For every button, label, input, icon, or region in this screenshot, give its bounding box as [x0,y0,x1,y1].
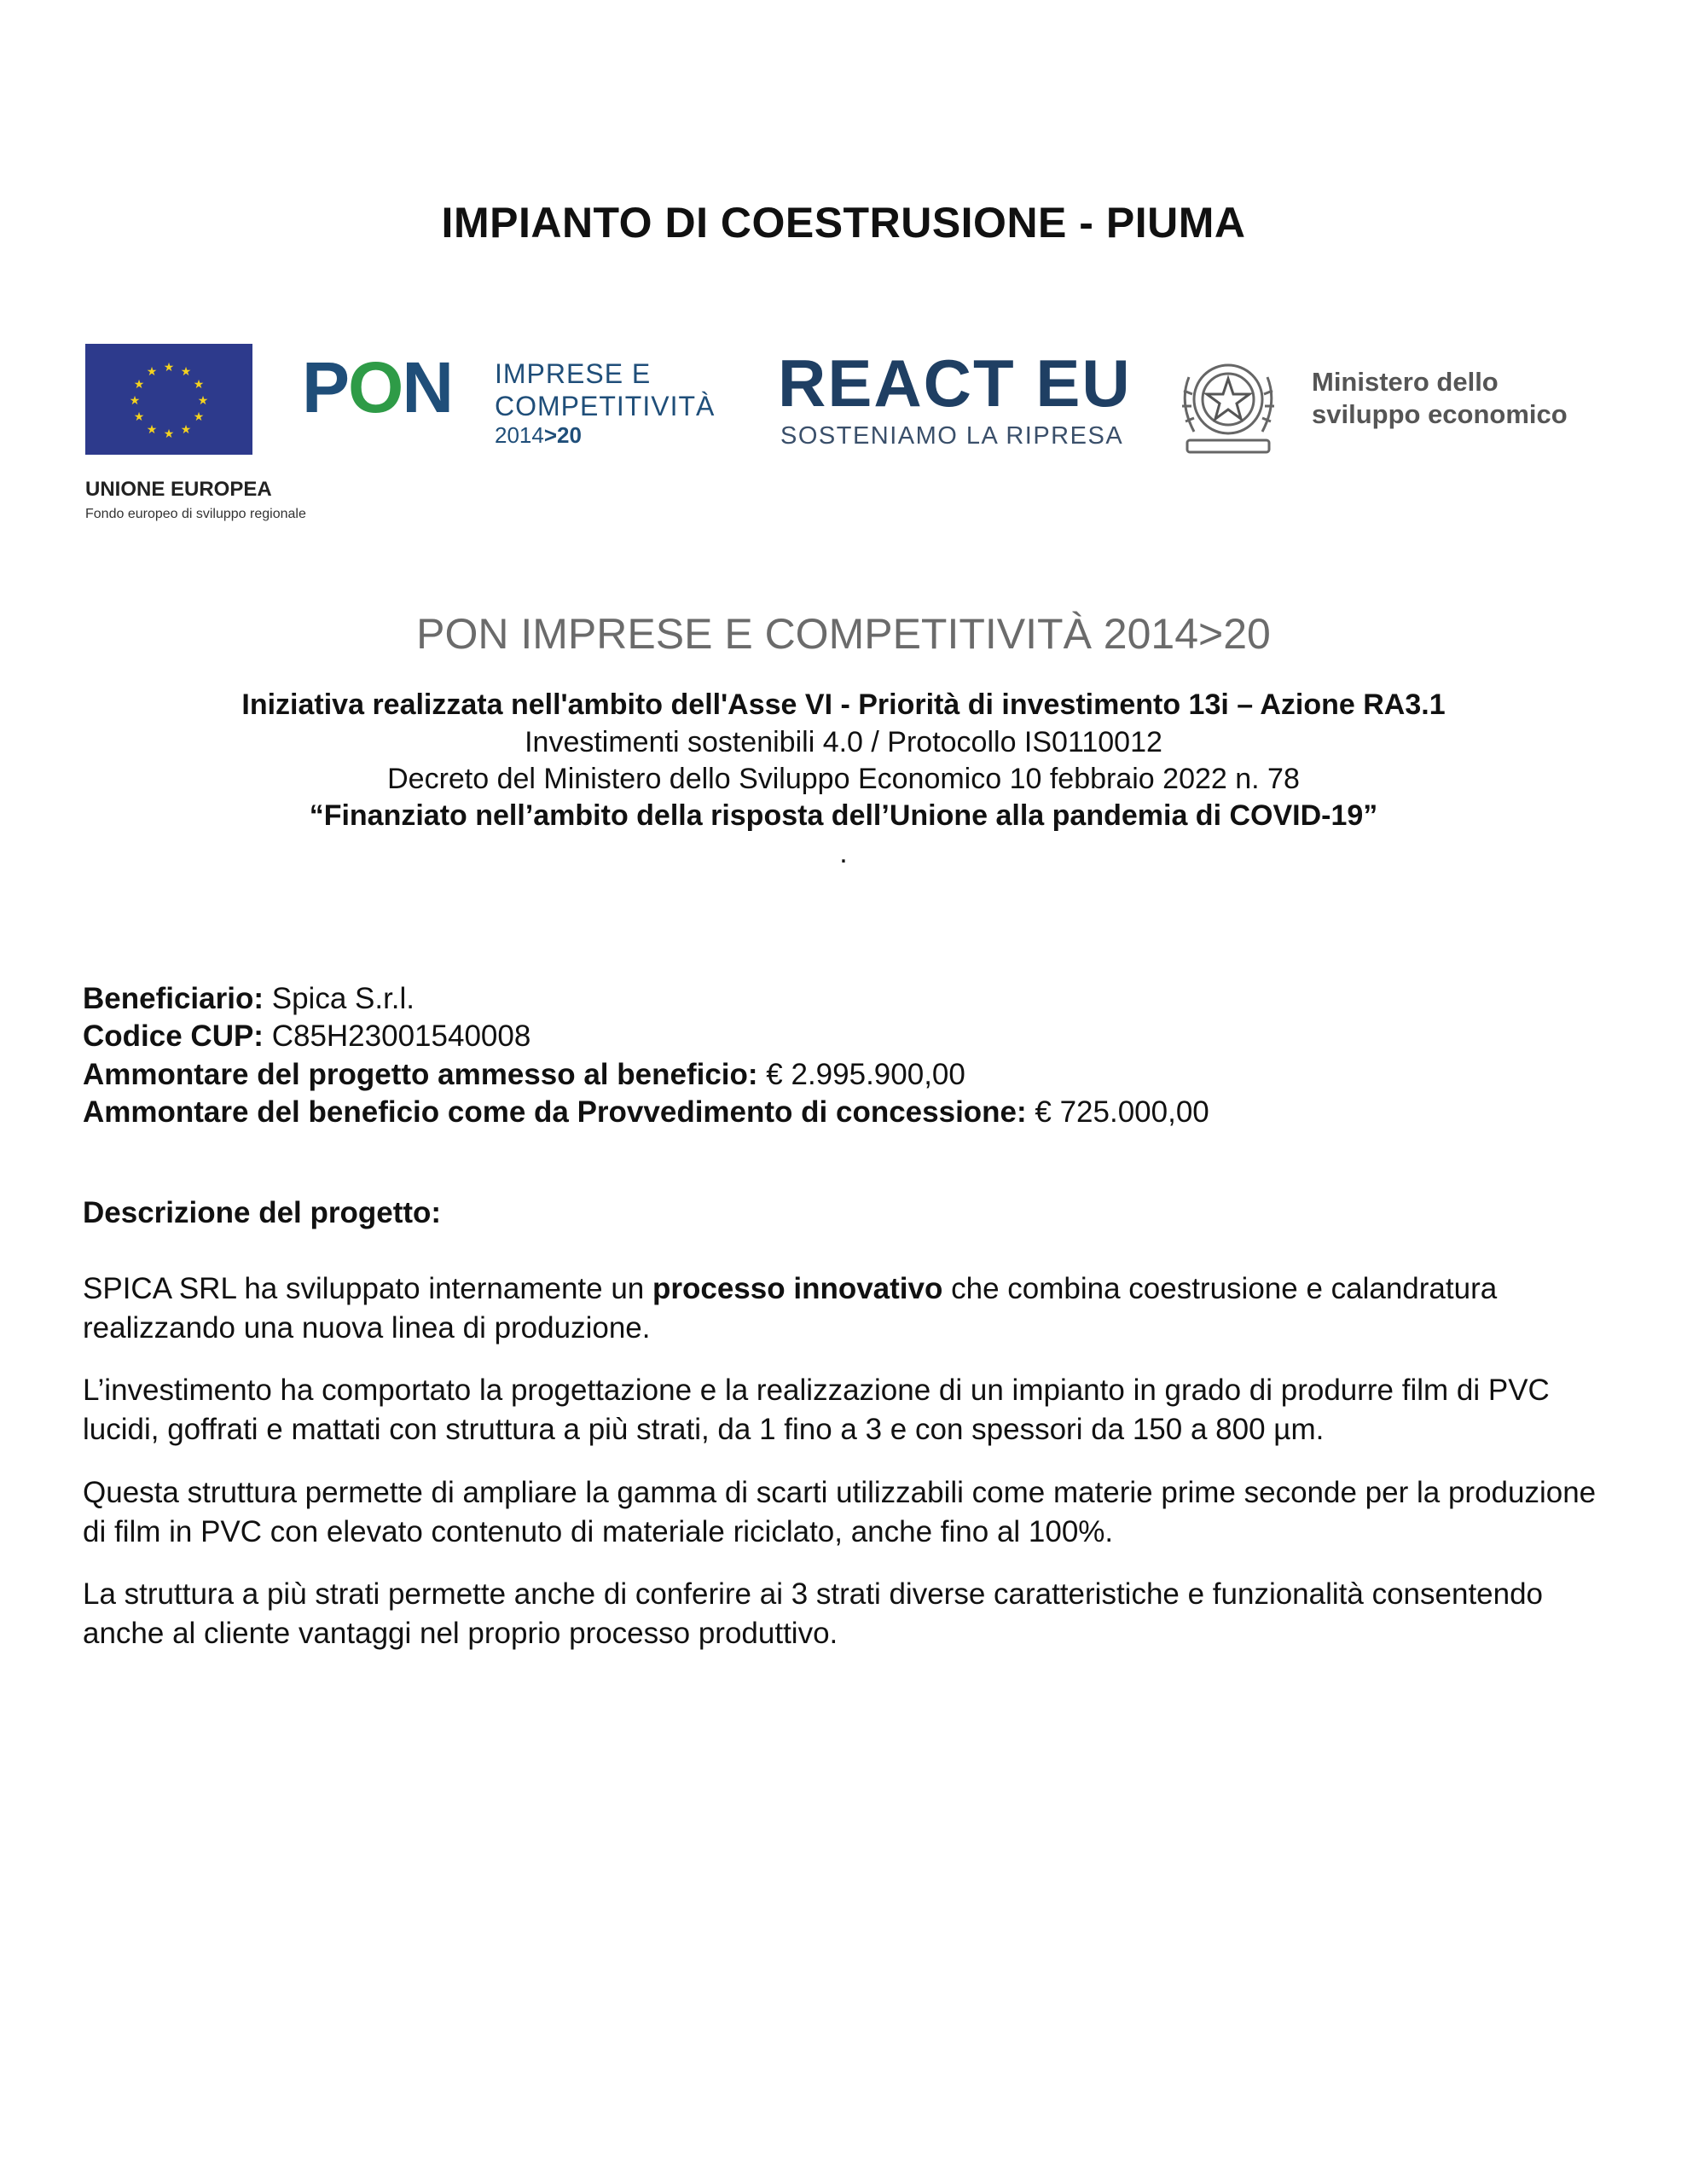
svg-text:★: ★ [129,394,141,408]
initiative-line: Iniziativa realizzata nell'ambito dell'Asse VI - Priorità di investimento 13i – Azione RA3.1 [241,688,1446,721]
svg-text:★: ★ [133,378,145,392]
benefit-amount-row [83,1095,1209,1130]
react-eu-tagline: SOSTENIAMO LA RIPRESA [780,422,1124,450]
svg-text:★: ★ [180,365,192,379]
program-heading: PON IMPRESE E COMPETITIVITÀ 2014>20 [416,610,1271,658]
page-title: IMPIANTO DI COESTRUSIONE - PIUMA [441,199,1246,247]
pon-logo-line3: 2014>20 [495,422,582,448]
eu-subtitle: Fondo europeo di sviluppo regionale [85,507,306,521]
eu-name: UNIONE EUROPEA [85,478,272,501]
investments-line: Investimenti sostenibili 4.0 / Protocollo IS0110012 [525,726,1162,758]
pon-logo-line2: COMPETITIVITÀ [495,391,716,421]
dot-line: . [839,837,848,869]
svg-text:★: ★ [163,361,175,375]
svg-text:★: ★ [146,423,158,437]
ministry-name-line2: sviluppo economico [1312,399,1568,429]
italian-republic-emblem-icon [1172,343,1284,461]
cup-value: C85H23001540008 [271,1019,531,1053]
pon-logo-mark: PON [302,347,453,427]
ministry-name-line1: Ministero dello [1312,367,1499,397]
description-paragraph-4: La struttura a più strati permette anche di conferire ai 3 strati diverse caratteristiche e funzionalità consentendo anche al cliente vantaggi nel proprio processo produttivo. [83,1577,1544,1650]
svg-text:★: ★ [180,423,192,437]
svg-text:★: ★ [193,378,205,392]
description-paragraph-3: Questa struttura permette di ampliare la gamma di scarti utilizzabili come materie prime seconde per la produzione di film in PVC con elevato contenuto di materiale riciclato, anche fino al 100%. [83,1476,1597,1548]
funding-line: “Finanziato nell’ambito della risposta dell’Unione alla pandemia di COVID-19” [309,799,1378,832]
description-paragraph-1: SPICA SRL ha sviluppato internamente un processo innovativo che combina coestrusione e calandratura realizzando una nuova linea di produzione. [83,1272,1498,1345]
svg-text:★: ★ [163,427,175,441]
pon-logo-line1: IMPRESE E [495,358,652,389]
beneficiary-label: Beneficiario: [83,982,264,1015]
cup-label: Codice CUP: [83,1019,264,1053]
admitted-amount-label: Ammontare del progetto ammesso al beneficio: [83,1058,758,1091]
beneficiary-value: Spica S.r.l. [271,982,415,1015]
react-eu-logo-mark: REACT EU [778,346,1132,421]
svg-text:★: ★ [146,365,158,379]
svg-text:★: ★ [197,394,209,408]
description-paragraph-2: L’investimento ha comportato la progettazione e la realizzazione di un impianto in grado di produrre film di PVC lucidi, goffrati e mattati con struttura a più strati, da 1 fino a 3 e con spessori da 150 a 800 µm. [83,1374,1550,1446]
benefit-amount-value: € 725.000,00 [1035,1095,1209,1129]
benefit-amount-label: Ammontare del beneficio come da Provvedimento di concessione: [83,1095,1027,1129]
svg-text:★: ★ [133,410,145,424]
admitted-amount-value: € 2.995.900,00 [766,1058,965,1091]
beneficiary-row [83,981,415,1017]
eu-flag-logo [85,344,252,455]
description-heading: Descrizione del progetto: [83,1196,442,1229]
admitted-amount-row [83,1057,965,1093]
decree-line: Decreto del Ministero dello Sviluppo Economico 10 febbraio 2022 n. 78 [387,763,1300,795]
cup-row [83,1019,530,1054]
svg-text:★: ★ [193,410,205,424]
